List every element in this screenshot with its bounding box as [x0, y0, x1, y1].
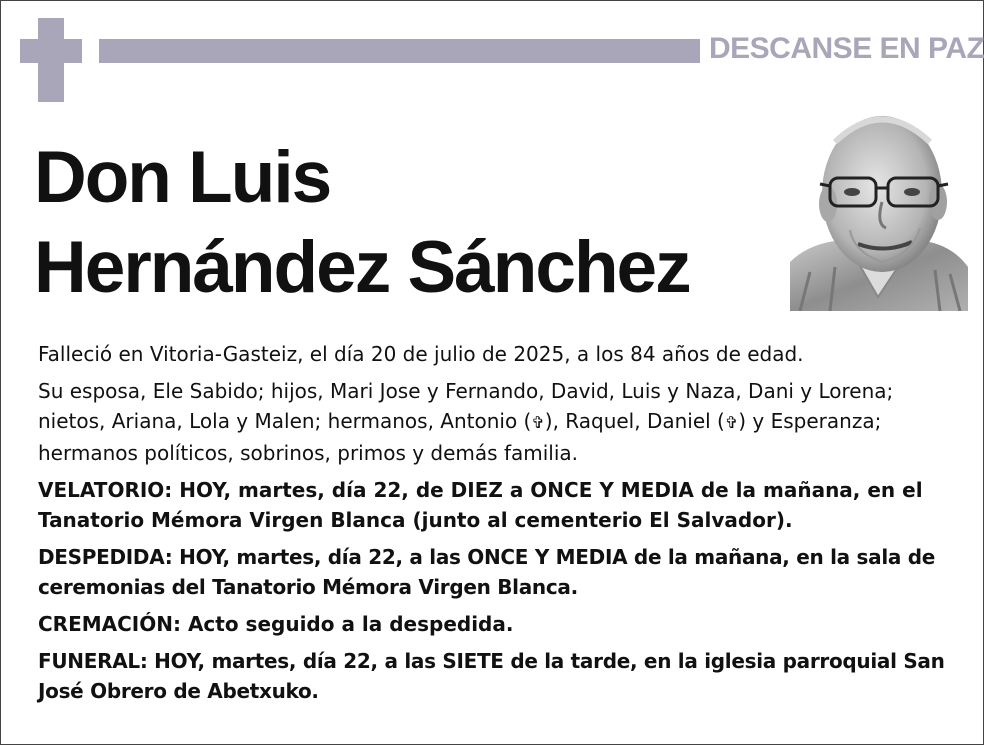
family-text-2: ), Raquel, Daniel (	[544, 409, 725, 433]
notice-text	[38, 339, 958, 713]
velatorio-paragraph: VELATORIO: HOY, martes, día 22, de DIEZ a ONCE Y MEDIA de la mañana, en el Tanatorio Mémora Virgen Blanca (junto al cementerio El Salvador).	[38, 478, 923, 532]
family-text-1: Su esposa, Ele Sabido; hijos, Mari Jose y Fernando, David, Luis y Naza, Dani y Lorena; nietos, Ariana, Lola y Malen; hermanos, Antonio (	[38, 379, 894, 433]
portrait-image	[790, 102, 968, 311]
deceased-cross-icon: ✞	[724, 413, 739, 432]
deceased-cross-icon: ✞	[531, 413, 545, 432]
deceased-name	[34, 133, 690, 313]
death-paragraph: Falleció en Vitoria-Gasteiz, el día 20 de julio de 2025, a los 84 años de edad.	[38, 342, 804, 366]
header-label: DESCANSE EN PAZ	[709, 32, 984, 65]
header-rule	[99, 39, 700, 63]
family-text-3: ) y Esperanza; hermanos políticos, sobrinos, primos y demás familia.	[38, 409, 882, 465]
cremacion-paragraph: CREMACIÓN: Acto seguido a la despedida.	[38, 612, 514, 636]
portrait-photo	[790, 102, 968, 311]
deceased-name-line-2: Hernández Sánchez	[34, 227, 690, 308]
despedida-paragraph: DESPEDIDA: HOY, martes, día 22, a las ONCE Y MEDIA de la mañana, en la sala de ceremonias del Tanatorio Mémora Virgen Blanca.	[38, 545, 936, 599]
family-paragraph	[38, 376, 958, 468]
cross-horizontal-bar	[20, 39, 82, 63]
deceased-name-line-1: Don Luis	[34, 137, 331, 218]
funeral-paragraph: FUNERAL: HOY, martes, día 22, a las SIETE de la tarde, en la iglesia parroquial San José Obrero de Abetxuko.	[38, 649, 945, 703]
